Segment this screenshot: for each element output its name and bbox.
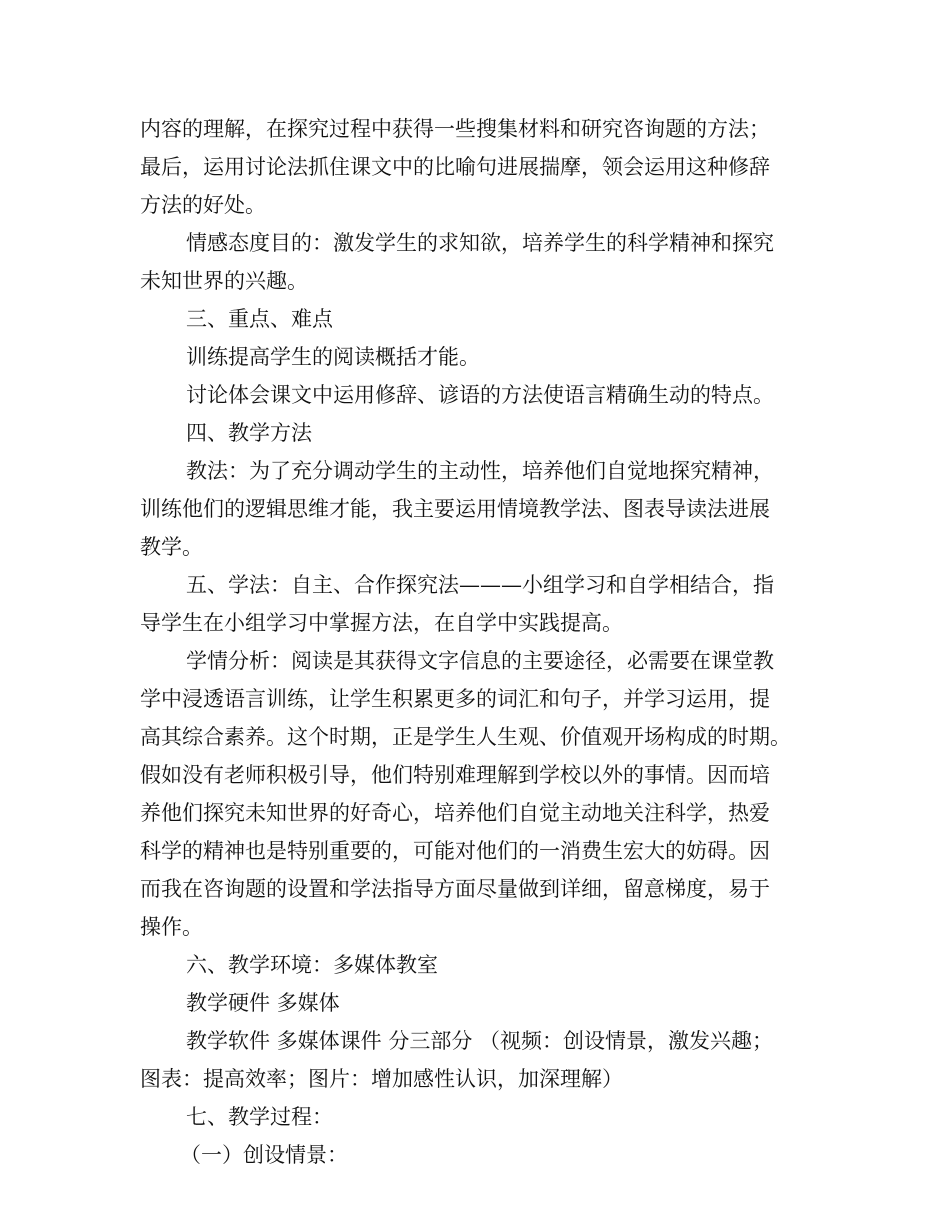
paragraph: 讨论体会课文中运用修辞、谚语的方法使语言精确生动的特点。 (186, 383, 774, 407)
text-line: 方法的好处。 (140, 193, 266, 217)
text-line: 假如没有老师积极引导，他们特别难理解到学校以外的事情。因而培 (140, 763, 770, 787)
text-line: 科学的精神也是特别重要的，可能对他们的一消费生宏大的妨碍。因 (140, 839, 770, 863)
section-heading-process: 七、教学过程： (186, 1105, 333, 1129)
text-line: 导学生在小组学习中掌握方法，在自学中实践提高。 (140, 611, 623, 635)
section-heading-environment: 六、教学环境：多媒体教室 (186, 953, 438, 977)
paragraph-teaching-method: 教法：为了充分调动学生的主动性，培养他们自觉地探究精神， (186, 459, 774, 483)
paragraph-hardware: 教学硬件 多媒体 (186, 991, 340, 1015)
text-line: 教学。 (140, 535, 203, 559)
text-line: 养他们探究未知世界的好奇心，培养他们自觉主动地关注科学，热爱 (140, 801, 770, 825)
text-line: 内容的理解，在探究过程中获得一些搜集材料和研究咨询题的方法； (140, 117, 770, 141)
paragraph: 训练提高学生的阅读概括才能。 (186, 345, 480, 369)
text-line: 未知世界的兴趣。 (140, 269, 308, 293)
section-heading-methods: 四、教学方法 (186, 421, 312, 445)
section-heading-learning-method: 五、学法：自主、合作探究法———小组学习和自学相结合，指 (186, 573, 774, 597)
text-line: 学中浸透语言训练，让学生积累更多的词汇和句子，并学习运用，提 (140, 687, 770, 711)
text-line: 训练他们的逻辑思维才能，我主要运用情境教学法、图表导读法进展 (140, 497, 770, 521)
text-line: 图表：提高效率；图片：增加感性认识，加深理解） (140, 1067, 623, 1091)
text-line: 高其综合素养。这个时期，正是学生人生观、价值观开场构成的时期。 (140, 725, 791, 749)
text-line: 操作。 (140, 915, 203, 939)
paragraph-emotion-goal: 情感态度目的：激发学生的求知欲，培养学生的科学精神和探究 (186, 231, 774, 255)
text-line: 而我在咨询题的设置和学法指导方面尽量做到详细，留意梯度，易于 (140, 877, 770, 901)
subsection-heading-create-scenario: （一）创设情景： (180, 1143, 348, 1167)
paragraph-learner-analysis: 学情分析：阅读是其获得文字信息的主要途径，必需要在课堂教 (186, 649, 774, 673)
text-line: 最后，运用讨论法抓住课文中的比喻句进展揣摩，领会运用这种修辞 (140, 155, 770, 179)
section-heading-key-points: 三、重点、难点 (186, 307, 333, 331)
paragraph-software: 教学软件 多媒体课件 分三部分 （视频：创设情景，激发兴趣； (186, 1029, 774, 1053)
